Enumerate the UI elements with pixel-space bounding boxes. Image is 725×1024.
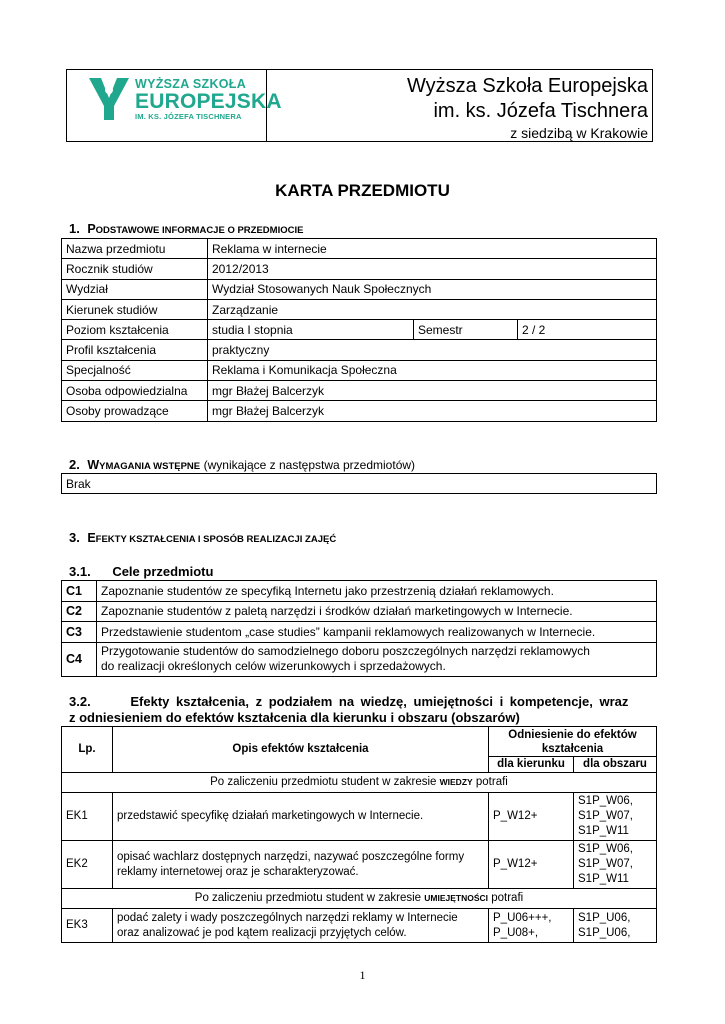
outcome-kierunek: P_W12+ — [489, 793, 574, 841]
section3-title-first: E — [87, 531, 96, 545]
table-row — [62, 340, 657, 360]
group-keyword: UMIEJĘTNOŚCI — [424, 893, 489, 903]
goal-text: Zapoznanie studentów z paletą narzędzi i środków działań marketingowych w Internecie. — [97, 601, 657, 622]
outcome-opis — [113, 909, 489, 943]
table-row — [62, 642, 657, 676]
school-name-line2: im. ks. Józefa Tischnera — [433, 100, 648, 122]
goal-code: C3 — [62, 622, 97, 643]
table-row — [62, 299, 657, 319]
group-text-after: potrafi — [472, 776, 508, 788]
obszar-code: S1P_W11 — [578, 873, 629, 885]
col-header-odniesienie: Odniesienie do efektów kształcenia — [489, 727, 657, 757]
section2-heading — [69, 457, 415, 472]
table-header-row — [62, 727, 657, 757]
requirements-table — [61, 473, 657, 494]
info-label: Specjalność — [62, 360, 208, 380]
section1-number: 1. — [69, 221, 80, 236]
section32-title-line1: 3.2. Efekty kształcenia, z podziałem na wiedzę, umiejętności i kompetencje, wraz — [69, 694, 629, 709]
info-value: mgr Błażej Balcerzyk — [208, 401, 657, 421]
table-row — [62, 841, 657, 889]
table-row — [62, 360, 657, 380]
goal-text-line1: Przygotowanie studentów do samodzielnego doboru poszczególnych narzędzi reklamowych — [101, 644, 590, 658]
table-row — [62, 381, 657, 401]
table-row — [62, 320, 657, 340]
group-row-wiedza — [62, 773, 657, 793]
school-name-line1: Wyższa Szkoła Europejska — [406, 75, 648, 97]
group-text-before: Po zaliczeniu przedmiotu student w zakresie — [194, 892, 425, 904]
kierunek-code: P_U06+++, — [493, 911, 552, 924]
section1-title-first: P — [87, 222, 96, 236]
outcome-lp: EK3 — [62, 909, 113, 943]
outcome-lp: EK1 — [62, 793, 113, 841]
obszar-code: S1P_U06, — [578, 911, 631, 924]
section2-number: 2. — [69, 457, 80, 472]
obszar-code: S1P_W07, — [578, 858, 633, 870]
table-row — [62, 279, 657, 299]
goal-code: C2 — [62, 601, 97, 622]
section32-heading — [69, 694, 659, 726]
semester-value: 2 / 2 — [518, 320, 657, 340]
goals-table — [61, 580, 657, 677]
section3-heading — [69, 530, 336, 545]
info-value: Zarządzanie — [208, 299, 657, 319]
goal-text: Zapoznanie studentów ze specyfiką Internetu jako przestrzenią działań reklamowych. — [97, 581, 657, 602]
info-value: Reklama w internecie — [208, 239, 657, 259]
table-row — [62, 259, 657, 279]
outcome-kierunek: P_W12+ — [489, 841, 574, 889]
outcome-kierunek — [489, 909, 574, 943]
goal-text-line2: do realizacji określonych celów wizerunkowych i sprzedażowych. — [101, 659, 446, 673]
section2-note: (wynikające z następstwa przedmiotów) — [203, 458, 416, 472]
section2-title-rest: YMAGANIA WSTĘPNE — [99, 461, 201, 472]
info-label: Poziom kształcenia — [62, 320, 208, 340]
outcome-opis-line1: podać zalety i wady poszczególnych narzędzi reklamy w Internecie — [117, 911, 458, 924]
goal-text: Przedstawienie studentom „case studies” kampanii reklamowych realizowanych w Internecie. — [97, 622, 657, 643]
section3-number: 3. — [69, 530, 80, 545]
table-row — [62, 793, 657, 841]
outcome-opis-line2: oraz analizować je pod kątem realizacji przyjętych celów. — [117, 926, 407, 939]
info-value: Wydział Stosowanych Nauk Społecznych — [208, 279, 657, 299]
group-row-umiejetnosci — [62, 889, 657, 909]
goal-code: C4 — [62, 642, 97, 676]
info-label: Profil kształcenia — [62, 340, 208, 360]
obszar-code: S1P_W07, — [578, 810, 633, 822]
group-label — [62, 889, 657, 909]
outcome-opis-line2: reklamy internetowej oraz je scharakteryzować. — [117, 865, 359, 878]
section31-heading — [69, 564, 213, 579]
semester-label: Semestr — [414, 320, 518, 340]
table-row — [62, 622, 657, 643]
learning-outcomes-table — [61, 726, 657, 943]
logo — [67, 70, 282, 141]
obszar-code: S1P_W06, — [578, 795, 633, 807]
document-title: KARTA PRZEDMIOTU — [275, 181, 450, 200]
table-row — [62, 474, 657, 494]
requirements-value: Brak — [62, 474, 657, 494]
obszar-code: S1P_W11 — [578, 825, 629, 837]
info-value: mgr Błażej Balcerzyk — [208, 381, 657, 401]
outcome-obszar — [574, 909, 657, 943]
table-row — [62, 581, 657, 602]
table-row — [62, 401, 657, 421]
outcome-opis-line1: opisać wachlarz dostępnych narzędzi, nazywać poszczególne formy — [117, 850, 465, 863]
info-label: Kierunek studiów — [62, 299, 208, 319]
logo-line2: EUROPEJSKA — [135, 90, 282, 113]
goal-code: C1 — [62, 581, 97, 602]
section3-title-rest: FEKTY KSZTAŁCENIA I SPOSÓB REALIZACJI ZAJĘĆ — [95, 534, 337, 545]
goal-text — [97, 642, 657, 676]
section2-title-first: W — [87, 458, 100, 472]
outcome-obszar — [574, 841, 657, 889]
info-label: Wydział — [62, 279, 208, 299]
group-text-before: Po zaliczeniu przedmiotu student w zakresie — [210, 776, 440, 788]
section32-title-line2: z odniesieniem do efektów kształcenia dla kierunku i obszaru (obszarów) — [69, 710, 520, 725]
outcome-obszar — [574, 793, 657, 841]
section31-title: Cele przedmiotu — [112, 564, 214, 579]
group-label — [62, 773, 657, 793]
logo-text — [135, 77, 282, 122]
table-row — [62, 909, 657, 943]
header-box — [66, 69, 653, 142]
basic-info-table — [61, 238, 657, 422]
info-label: Rocznik studiów — [62, 259, 208, 279]
info-label: Nazwa przedmiotu — [62, 239, 208, 259]
group-text-after: potrafi — [488, 892, 524, 904]
outcome-lp: EK2 — [62, 841, 113, 889]
obszar-code: S1P_U06, — [578, 926, 631, 939]
kierunek-code: P_U08+, — [493, 926, 539, 939]
info-value: Reklama i Komunikacja Społeczna — [208, 360, 657, 380]
section1-heading — [69, 221, 303, 236]
col-header-opis: Opis efektów kształcenia — [113, 727, 489, 773]
section1-title-rest: ODSTAWOWE INFORMACJE O PRZEDMIOCIE — [95, 225, 304, 236]
table-row — [62, 239, 657, 259]
col-header-obszar: dla obszaru — [574, 757, 657, 773]
group-keyword: WIEDZY — [439, 777, 473, 787]
logo-line1: WYŻSZA SZKOŁA — [135, 77, 247, 91]
outcome-opis: przedstawić specyfikę działań marketingowych w Internecie. — [113, 793, 489, 841]
obszar-code: S1P_W06, — [578, 843, 633, 855]
info-label: Osoby prowadzące — [62, 401, 208, 421]
logo-line3: IM. KS. JÓZEFA TISCHNERA — [135, 112, 242, 121]
info-value: studia I stopnia — [208, 320, 414, 340]
info-value: praktyczny — [208, 340, 657, 360]
school-logo-icon — [87, 76, 131, 122]
info-value: 2012/2013 — [208, 259, 657, 279]
col-header-kierunek: dla kierunku — [489, 757, 574, 773]
school-name — [267, 70, 652, 141]
section31-number: 3.1. — [69, 564, 91, 579]
page-number: 1 — [359, 968, 366, 982]
table-row — [62, 601, 657, 622]
school-name-line3: z siedzibą w Krakowie — [510, 125, 648, 141]
col-header-lp: Lp. — [62, 727, 113, 773]
outcome-opis — [113, 841, 489, 889]
info-label: Osoba odpowiedzialna — [62, 381, 208, 401]
